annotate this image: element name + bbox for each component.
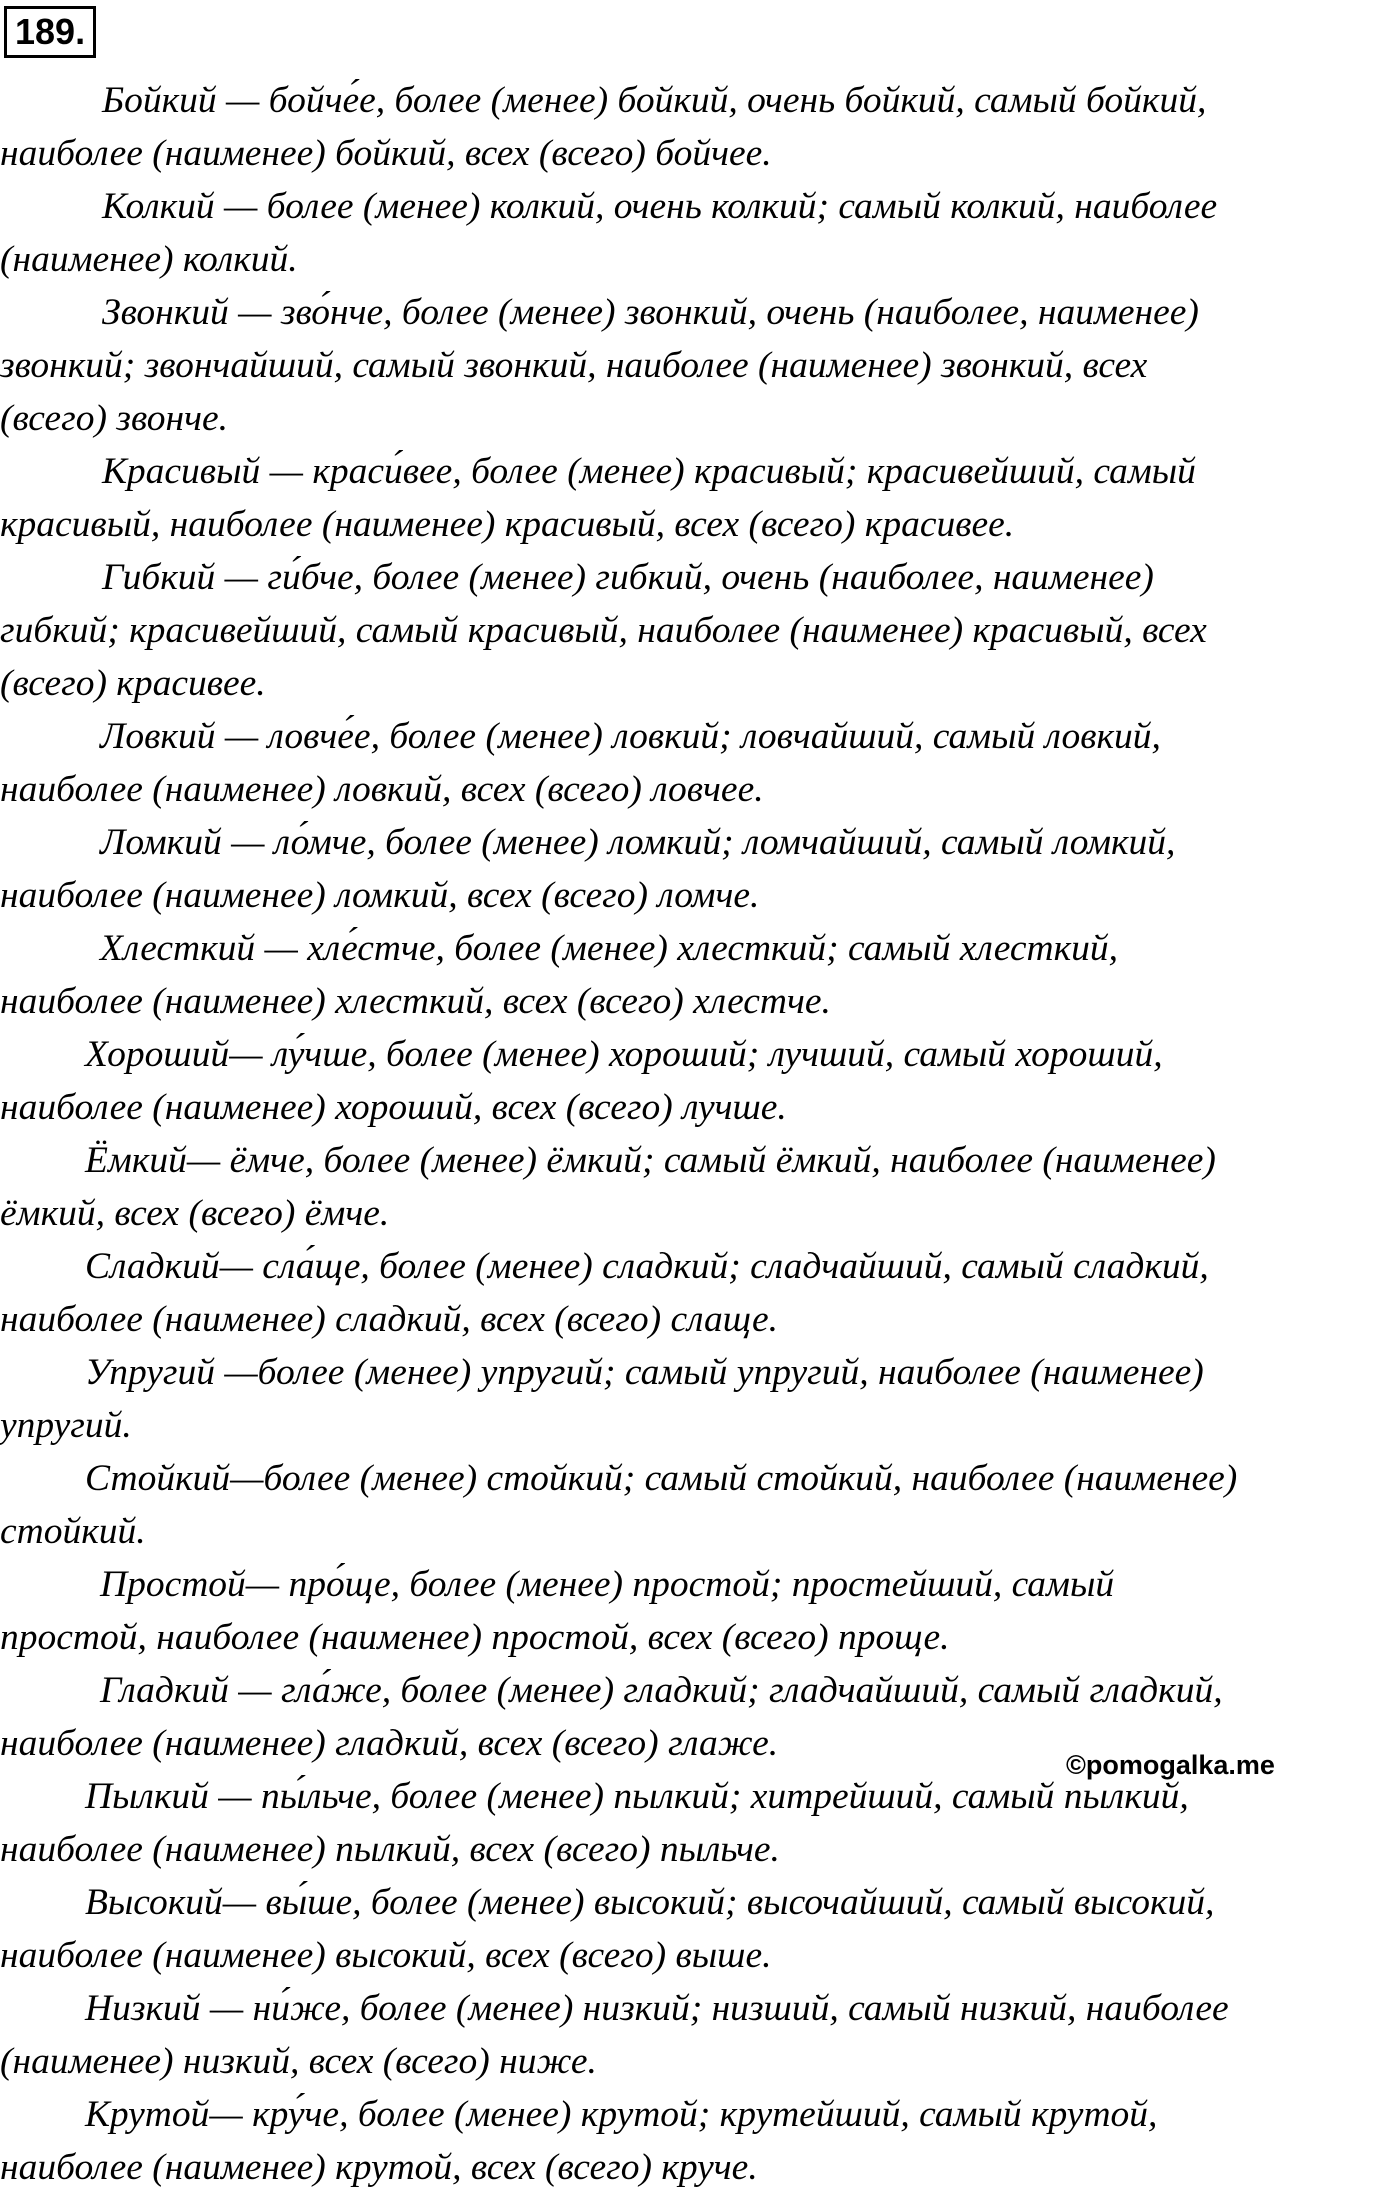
answer-text: [0, 74, 1400, 2194]
paragraph-stoykiy: Стойкий—более (менее) стойкий; самый стойкий, наиболее (наименее) стойкий.: [0, 1458, 1238, 1552]
paragraph-krasiviy: Красивый — краси́вее, более (менее) красивый; красивейший, самый красивый, наиболее (наименее) красивый, всех (всего) красивее.: [0, 451, 1196, 545]
paragraph-kolkiy: Колкий — более (менее) колкий, очень колкий; самый колкий, наиболее (наименее) колкий.: [0, 186, 1218, 280]
paragraph-khoroshiy: Хороший— лу́чше, более (менее) хороший; лучший, самый хороший, наиболее (наименее) хороший, всех (всего) лучше.: [0, 1034, 1163, 1128]
paragraph-vysokiy: Высокий— вы́ше, более (менее) высокий; высочайший, самый высокий, наиболее (наименее) высокий, всех (всего) выше.: [0, 1882, 1215, 1976]
paragraph-yomkiy: Ёмкий— ёмче, более (менее) ёмкий; самый ёмкий, наиболее (наименее) ёмкий, всех (всего) ёмче.: [0, 1140, 1216, 1234]
exercise-number: 189.: [4, 6, 96, 58]
paragraph-zvonkiy: Звонкий — зво́нче, более (менее) звонкий, очень (наиболее, наименее) звонкий; звончайший, самый звонкий, наиболее (наименее) звонкий, всех (всего) звонче.: [0, 292, 1199, 439]
paragraph-krutoy: Крутой— кру́че, более (менее) крутой; крутейший, самый крутой, наиболее (наименее) крутой, всех (всего) круче.: [0, 2094, 1158, 2188]
paragraph-khlestkiy: Хлесткий — хле́стче, более (менее) хлесткий; самый хлесткий, наиболее (наименее) хлесткий, всех (всего) хлестче.: [0, 928, 1119, 1022]
paragraph-sladkiy: Сладкий— сла́ще, более (менее) сладкий; сладчайший, самый сладкий, наиболее (наименее) сладкий, всех (всего) слаще.: [0, 1246, 1209, 1340]
watermark: ©pomogalka.me: [1066, 1750, 1275, 1780]
paragraph-pylkiy: Пылкий — пы́льче, более (менее) пылкий; хитрейший, самый пылкий, наиболее (наименее) пылкий, всех (всего) пыльче.: [0, 1776, 1189, 1870]
paragraph-gibkiy: Гибкий — ги́бче, более (менее) гибкий, очень (наиболее, наименее) гибкий; красивейший, самый красивый, наиболее (наименее) красивый, всех (всего) красивее.: [0, 557, 1207, 704]
paragraph-prostoy: Простой— про́ще, более (менее) простой; простейший, самый простой, наиболее (наименее) простой, всех (всего) проще.: [0, 1564, 1115, 1658]
paragraph-nizkiy: Низкий — ни́же, более (менее) низкий; низший, самый низкий, наиболее (наименее) низкий, всех (всего) ниже.: [0, 1988, 1229, 2082]
paragraph-gladkiy: Гладкий — гла́же, более (менее) гладкий; гладчайший, самый гладкий, наиболее (наименее) гладкий, всех (всего) глаже.: [0, 1670, 1223, 1764]
paragraph-uprugiy: Упругий —более (менее) упругий; самый упругий, наиболее (наименее) упругий.: [0, 1352, 1204, 1446]
paragraph-lomkiy: Ломкий — ло́мче, более (менее) ломкий; ломчайший, самый ломкий, наиболее (наименее) ломкий, всех (всего) ломче.: [0, 822, 1176, 916]
paragraph-lovkiy: Ловкий — ловче́е, более (менее) ловкий; ловчайший, самый ловкий, наиболее (наименее) ловкий, всех (всего) ловчее.: [0, 716, 1161, 810]
paragraph-boikiy: Бойкий — бойче́е, более (менее) бойкий, очень бойкий, самый бойкий, наиболее (наименее) бойкий, всех (всего) бойчее.: [0, 80, 1207, 174]
